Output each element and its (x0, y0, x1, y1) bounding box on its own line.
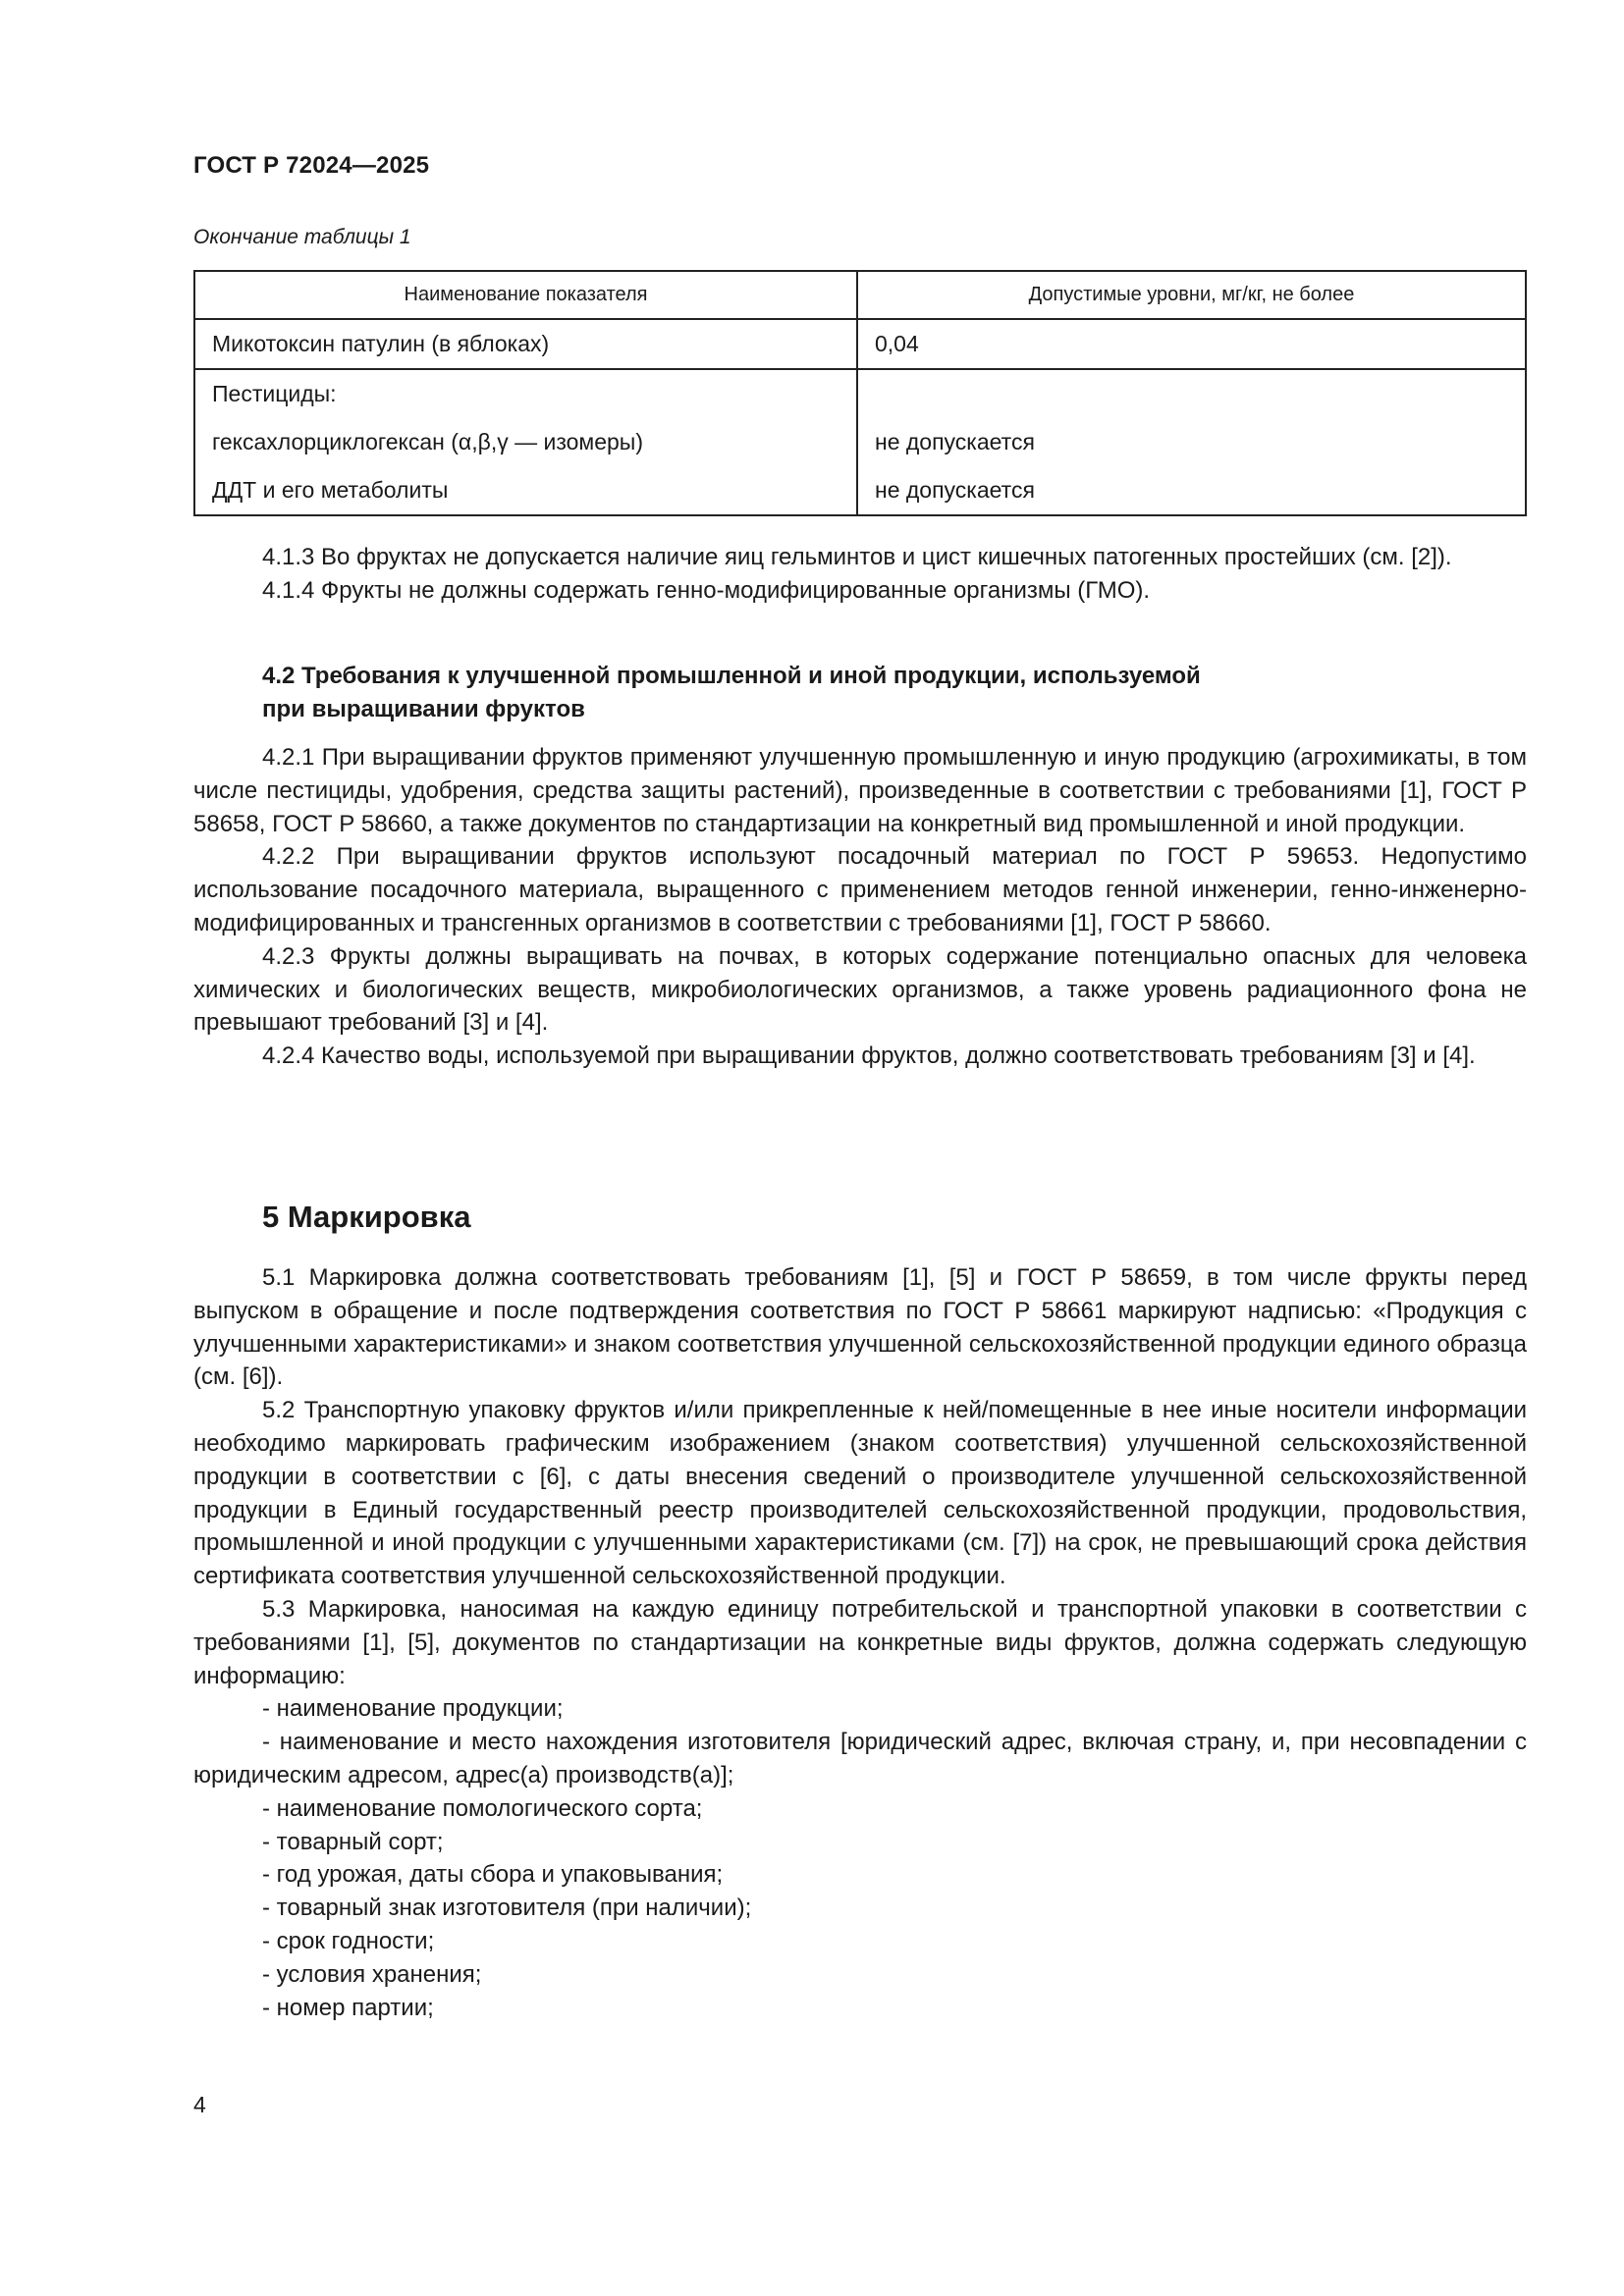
list-item: - год урожая, даты сбора и упаковывания; (262, 1861, 724, 1889)
indicator-cell: гексахлорциклогексан (α,β,γ — изомеры) (194, 418, 857, 466)
list-item: - срок годности; (262, 1927, 435, 1954)
indicator-cell: ДДТ и его метаболиты (194, 466, 857, 515)
indicator-cell: Микотоксин патулин (в яблоках) (194, 319, 857, 369)
page-number: 4 (193, 2092, 206, 2117)
subsection-title-line-2: при выращивании фруктов (262, 696, 585, 722)
clause-5-1: 5.1 Маркировка должна соответствовать требованиям [1], [5] и ГОСТ Р 58659, в том числе фрукты перед выпуском в обращение и после подтверждения соответствия по ГОСТ Р 58661 маркируют надписью: «Продукция с улучшенными характеристиками» и знаком соответствия улучшенной сельскохозяйственной продукции единого образца (см. [6]). (193, 1264, 1527, 1391)
clause-5-2: 5.2 Транспортную упаковку фруктов и/или прикрепленные к ней/помещенные в нее иные носители информации необходимо маркировать графическим изображением (знаком соответствия) улучшенной сельскохозяйственной продукции в соответствии с [6], с даты внесения сведений о производителе улучшенной сельскохозяйственной продукции в Единый государственный реестр производителей сельскохозяйственной продукции, продовольствия, промышленной и иной продукции с улучшенными характеристиками (см. [7]) на срок, не превышающий срока действия сертификата соответствия улучшенной сельскохозяйственной продукции. (193, 1397, 1527, 1590)
section-5-body (193, 1261, 1527, 2024)
table-header-row (194, 271, 1526, 319)
clause-4-1-3: 4.1.3 Во фруктах не допускается наличие яиц гельминтов и цист кишечных патогенных простейших (см. [2]). (262, 544, 1452, 570)
subsection-4-2-title (262, 660, 1440, 726)
limits-table (193, 270, 1527, 516)
level-cell: не допускается (857, 466, 1526, 515)
indicator-cell: Пестициды: (194, 369, 857, 418)
column-header-levels: Допустимые уровни, мг/кг, не более (857, 271, 1526, 319)
column-header-indicator: Наименование показателя (194, 271, 857, 319)
list-item: - наименование и место нахождения изготовителя [юридический адрес, включая страну, и, при несовпадении с юридическим адресом, адрес(а) производств(а)]; (193, 1729, 1527, 1789)
document-header: ГОСТ Р 72024—2025 (193, 152, 430, 179)
clause-4-2-3: 4.2.3 Фрукты должны выращивать на почвах, в которых содержание потенциально опасных для человека химических и биологических веществ, микробиологических организмов, а также уровень радиационного фона не превышают требований [3] и [4]. (193, 942, 1527, 1037)
clause-4-2-1: 4.2.1 При выращивании фруктов применяют улучшенную промышленную и иную продукцию (агрохимикаты, в том числе пестициды, удобрения, средства защиты растений), произведенные в соответствии с требованиями [1], ГОСТ Р 58658, ГОСТ Р 58660, а также документов по стандартизации на конкретный вид промышленной и иной продукции. (193, 744, 1527, 837)
clauses-4-2 (193, 741, 1527, 1073)
table-row (194, 418, 1526, 466)
level-cell: 0,04 (857, 319, 1526, 369)
level-cell (857, 369, 1526, 418)
clause-4-2-4: 4.2.4 Качество воды, используемой при выращивании фруктов, должно соответствовать требованиям [3] и [4]. (262, 1042, 1476, 1070)
clause-4-1-4: 4.1.4 Фрукты не должны содержать генно-модифицированные организмы (ГМО). (262, 576, 1151, 604)
list-item: - наименование помологического сорта; (262, 1794, 703, 1822)
clause-4-2-2: 4.2.2 При выращивании фруктов используют посадочный материал по ГОСТ Р 59653. Недопустимо использование посадочного материала, выращенного с применением методов генной инженерии, генно-инженерно-модифицированных и трансгенных организмов в соответствии с требованиями [1], ГОСТ Р 58660. (193, 843, 1527, 936)
table-row (194, 319, 1526, 369)
level-cell: не допускается (857, 418, 1526, 466)
list-item: - наименование продукции; (262, 1695, 564, 1723)
subsection-title-line-1: 4.2 Требования к улучшенной промышленной и иной продукции, используемой (262, 663, 1201, 689)
section-5-title: 5 Маркировка (262, 1200, 471, 1234)
list-item: - товарный сорт; (262, 1828, 444, 1855)
clause-5-3: 5.3 Маркировка, наносимая на каждую единицу потребительской и транспортной упаковки в соответствии с требованиями [1], [5], документов по стандартизации на конкретные виды фруктов, должна содержать следующую информацию: (193, 1595, 1527, 1689)
clauses-4-1 (193, 541, 1527, 608)
table-row (194, 466, 1526, 515)
table-caption: Окончание таблицы 1 (193, 226, 411, 248)
list-item: - номер партии; (262, 1994, 434, 2021)
list-item: - товарный знак изготовителя (при наличии); (262, 1895, 752, 1922)
table-row (194, 369, 1526, 418)
list-item: - условия хранения; (262, 1960, 482, 1988)
